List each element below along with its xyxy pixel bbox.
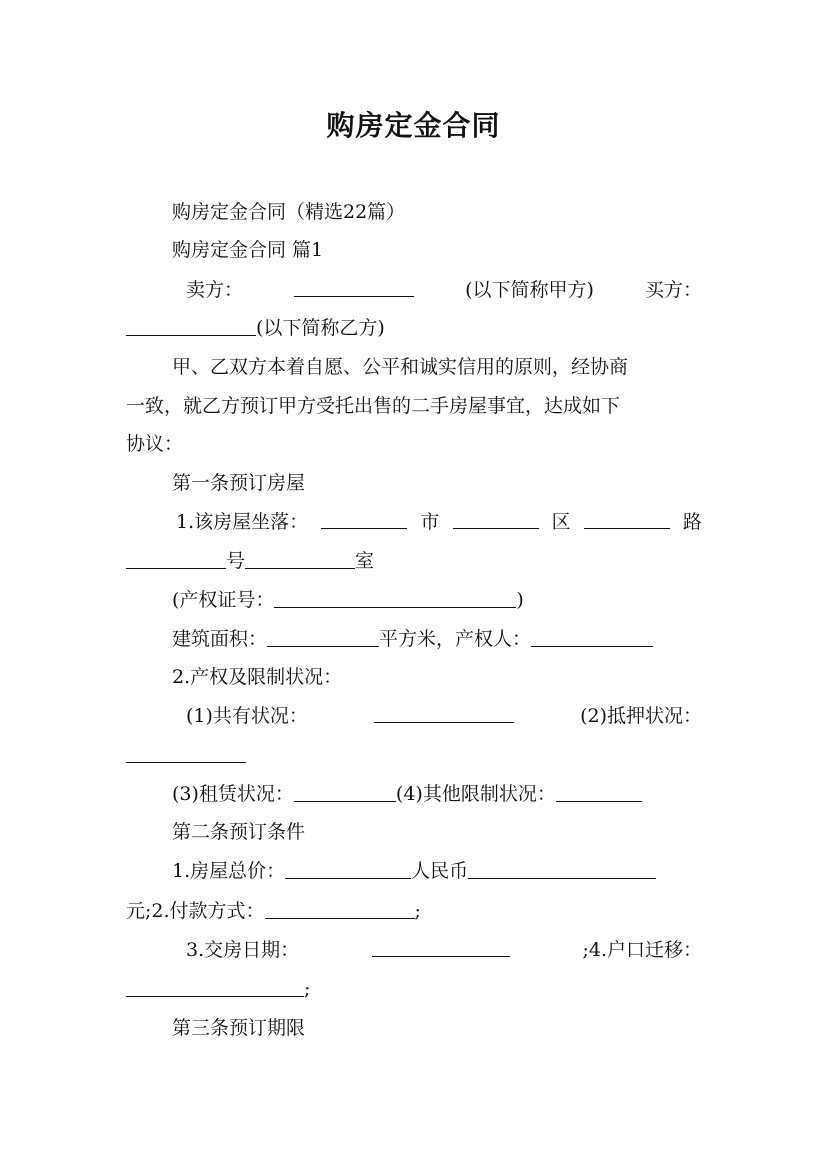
total-price-label: 1.房屋总价： — [172, 860, 286, 882]
seller-blank — [294, 278, 414, 297]
room-label: 室 — [355, 550, 375, 572]
seller-buyer-line — [126, 278, 702, 302]
hukou-blank-line — [126, 977, 310, 1001]
intro-line: 购房定金合同（精选22篇） — [172, 201, 406, 223]
buyer-suffix: (以下简称乙方) — [256, 317, 385, 339]
city-label: 市 — [420, 511, 440, 533]
lease-blank — [294, 783, 396, 802]
payment-line — [126, 899, 421, 923]
payment-label: 元;2.付款方式： — [126, 900, 265, 922]
shared-mortgage-line — [126, 704, 702, 728]
mortgage-label: (2)抵押状况： — [580, 705, 702, 727]
buyer-line — [126, 316, 385, 340]
total-price-blank — [285, 860, 411, 879]
delivery-hukou-line — [126, 938, 702, 962]
location-prefix: 1.该房屋坐落： — [176, 511, 309, 533]
area-line — [172, 627, 653, 651]
certificate-blank — [274, 589, 516, 608]
other-limits-blank — [556, 783, 642, 802]
lease-line — [172, 782, 642, 806]
buyer-blank — [126, 317, 256, 336]
certificate-line — [172, 588, 524, 612]
district-blank — [453, 510, 539, 529]
owner-blank — [531, 628, 653, 647]
payment-semicolon: ; — [414, 900, 421, 922]
mortgage-blank — [126, 744, 246, 763]
hukou-label: ;4.户口迁移： — [582, 939, 702, 961]
certificate-suffix: ) — [516, 589, 524, 611]
area-prefix: 建筑面积： — [172, 628, 268, 650]
hukou-semicolon: ; — [304, 978, 311, 1000]
number-room-line — [126, 549, 374, 573]
room-blank — [245, 550, 355, 569]
document-title: 购房定金合同 — [326, 109, 501, 142]
city-blank — [321, 510, 407, 529]
location-line — [126, 510, 702, 534]
seller-label: 卖方： — [186, 279, 244, 301]
article-heading: 第二条预订条件 — [172, 821, 306, 843]
other-limits-label: (4)其他限制状况： — [395, 783, 556, 805]
paragraph-line: 协议： — [126, 433, 184, 455]
payment-blank — [265, 900, 415, 919]
rmb-blank — [468, 860, 656, 879]
number-label: 号 — [226, 550, 246, 572]
delivery-blank — [372, 938, 510, 957]
mortgage-blank-line — [126, 743, 246, 767]
area-unit: 平方米，产权人： — [379, 628, 532, 650]
hukou-blank — [126, 978, 304, 997]
article-heading: 第一条预订房屋 — [172, 472, 306, 494]
certificate-prefix: (产权证号： — [172, 589, 275, 611]
shared-label: (1)共有状况： — [186, 705, 308, 727]
district-label: 区 — [551, 511, 571, 533]
lease-label: (3)租赁状况： — [172, 783, 294, 805]
paragraph-line: 一致，就乙方预订甲方受托出售的二手房屋事宜，达成如下 — [126, 395, 621, 417]
buyer-label: 买方： — [644, 279, 702, 301]
delivery-label: 3.交房日期： — [186, 939, 300, 961]
rmb-label: 人民币 — [411, 860, 469, 882]
seller-suffix: (以下简称甲方) — [465, 279, 594, 301]
road-label: 路 — [682, 511, 702, 533]
item-line: 2.产权及限制状况： — [172, 666, 343, 688]
area-blank — [267, 628, 379, 647]
paragraph-line: 甲、乙双方本着自愿、公平和诚实信用的原则，经协商 — [172, 356, 629, 378]
price-line — [172, 859, 656, 883]
road-blank — [584, 510, 670, 529]
article-heading: 第三条预订期限 — [172, 1017, 306, 1039]
part1-heading: 购房定金合同 篇1 — [172, 239, 324, 261]
number-blank — [126, 550, 226, 569]
shared-blank — [374, 704, 514, 723]
